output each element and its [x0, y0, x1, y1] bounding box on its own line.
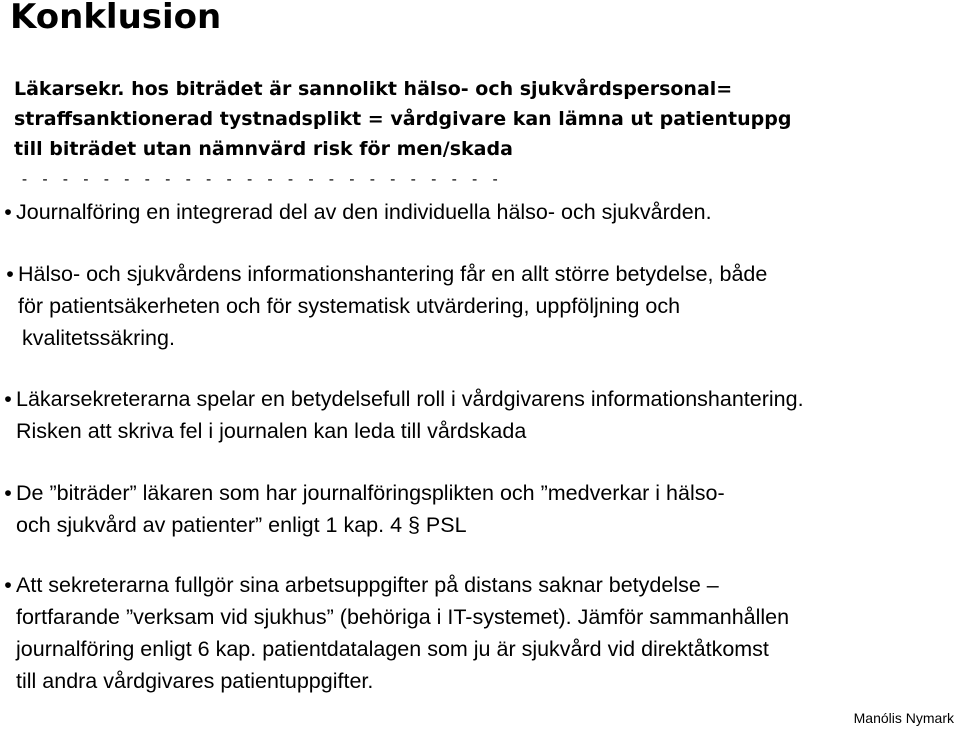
dashed-separator: - - - - - - - - - - - - - - - - - - - - - - - - — [20, 170, 501, 188]
bullet-item-bitrader — [0, 477, 725, 541]
intro-line: straffsanktionerad tystnadsplikt = vårdgivare kan lämna ut patientuppg — [14, 108, 792, 130]
bullet-item-distans — [0, 569, 789, 697]
bullet-icon: • — [4, 200, 12, 224]
bullet-icon: • — [4, 481, 12, 505]
author-name: Manólis Nymark — [853, 710, 954, 726]
bullet-text: De ”biträder” läkaren som har journalföringsplikten och ”medverkar i hälso- — [16, 481, 725, 505]
slide-title: Konklusion — [10, 0, 222, 37]
bullet-icon: • — [4, 573, 12, 597]
bullet-text: Läkarsekreterarna spelar en betydelsefull roll i vårdgivarens informationshantering. — [16, 387, 804, 411]
bullet-text-continued: fortfarande ”verksam vid sjukhus” (behöriga i IT-systemet). Jämför sammanhållen — [16, 605, 790, 629]
bullet-item-lakarsekreterarna — [0, 383, 804, 447]
bullet-text-continued: till andra vårdgivares patientuppgifter. — [16, 669, 374, 693]
intro-line: Läkarsekr. hos biträdet är sannolikt hälso- och sjukvårdspersonal= — [14, 78, 733, 100]
bullet-text-continued: kvalitetssäkring. — [22, 326, 175, 350]
bullet-icon: • — [4, 387, 12, 411]
intro-line: till biträdet utan nämnvärd risk för men/skada — [14, 138, 513, 160]
bullet-text: Att sekreterarna fullgör sina arbetsuppgifter på distans saknar betydelse – — [16, 573, 719, 597]
bullet-icon: • — [6, 262, 14, 286]
bullet-text-continued: journalföring enligt 6 kap. patientdatalagen som ju är sjukvård vid direktåtkomst — [16, 637, 769, 661]
bullet-text-continued: för patientsäkerheten och för systematisk utvärdering, uppföljning och — [18, 294, 681, 318]
bullet-item-informationshantering — [2, 258, 767, 354]
bullet-text-continued: och sjukvård av patienter” enligt 1 kap. 4 § PSL — [16, 513, 467, 537]
bullet-text: Journalföring en integrerad del av den individuella hälso- och sjukvården. — [16, 200, 712, 224]
bullet-paragraph: Risken att skriva fel i journalen kan leda till vårdskada — [16, 419, 527, 443]
bullet-text: Hälso- och sjukvårdens informationshantering får en allt större betydelse, både — [18, 262, 768, 286]
bullet-item-journalforing — [0, 196, 712, 228]
intro-block — [14, 74, 791, 194]
